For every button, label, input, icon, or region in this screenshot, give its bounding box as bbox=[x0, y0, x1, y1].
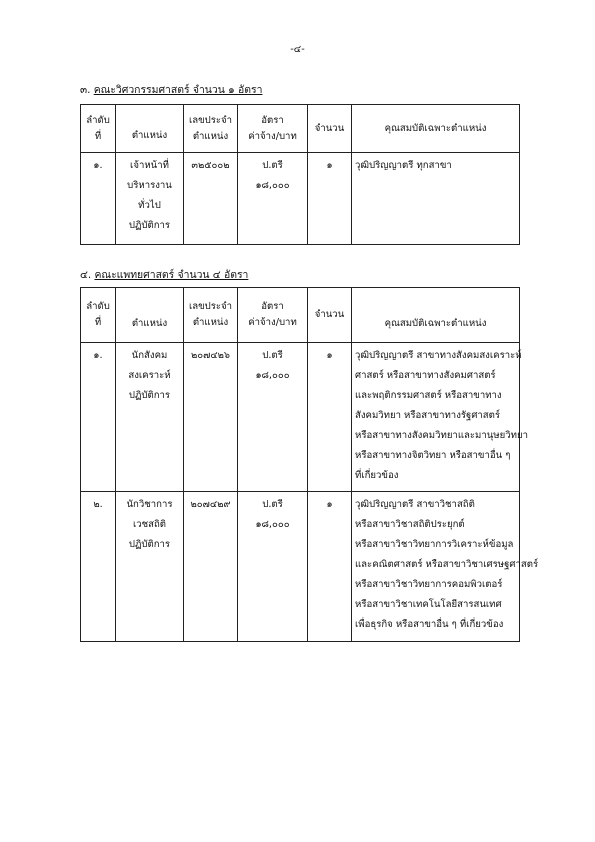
row-qualification: วุฒิปริญญาตรี สาขาวิชาสถิติ หรือสาขาวิชาสถิติประยุกต์ หรือสาขาวิชาวิทยาการวิเคราะห์ข้อมูล และคณิตศาสตร์ หรือสาขาวิชาเศรษฐศาสตร์ หรือสาขาวิชาวิทยาการคอมพิวเตอร์ หรือสาขาวิชาเทคโนโลยีสารสนเทศ เพื่อธุรกิจ หรือสาขาอื่น ๆ ที่เกี่ยวข้อง bbox=[352, 492, 520, 642]
header-no: ลำดับ ที่ bbox=[81, 105, 116, 153]
table-row bbox=[81, 153, 520, 245]
row-no: ๒. bbox=[81, 492, 116, 642]
row-qualification: วุฒิปริญญาตรี สาขาทางสังคมสงเคราะห์ ศาสตร์ หรือสาขาทางสังคมศาสตร์ และพฤติกรรมศาสตร์ หรือสาขาทาง สังคมวิทยา หรือสาขาทางรัฐศาสตร์ หรือสาขาทางสังคมวิทยาและมานุษยวิทยา หรือสาขาทางจิตวิทยา หรือสาขาอื่น ๆ ที่เกี่ยวข้อง bbox=[352, 343, 520, 492]
row-rate: ป.ตรี ๑๘,๐๐๐ bbox=[238, 153, 308, 245]
row-code: ๒๐๗๔๒๙ bbox=[184, 492, 238, 642]
row-qualification: วุฒิปริญญาตรี ทุกสาขา bbox=[352, 153, 520, 245]
header-count: จำนวน bbox=[308, 105, 352, 153]
section-number: ๓. bbox=[80, 84, 91, 96]
row-count: ๑ bbox=[308, 343, 352, 492]
row-no: ๑. bbox=[81, 153, 116, 245]
section-title-medicine bbox=[80, 266, 248, 283]
header-position: ตำแหน่ง bbox=[116, 105, 184, 153]
row-rate: ป.ตรี ๑๘,๐๐๐ bbox=[238, 343, 308, 492]
row-no: ๑. bbox=[81, 343, 116, 492]
page-number: -๔- bbox=[290, 44, 305, 55]
header-no: ลำดับ ที่ bbox=[81, 288, 116, 343]
table-header-row bbox=[81, 288, 520, 343]
section-number: ๔. bbox=[80, 269, 92, 281]
section-heading: คณะแพทยศาสตร์ จำนวน ๔ อัตรา bbox=[94, 269, 249, 281]
header-rate: อัตรา ค่าจ้าง/บาท bbox=[238, 288, 308, 343]
header-count: จำนวน bbox=[308, 288, 352, 343]
table-row bbox=[81, 343, 520, 492]
row-position: เจ้าหน้าที่ บริหารงาน ทั่วไป ปฏิบัติการ bbox=[116, 153, 184, 245]
header-code: เลขประจำ ตำแหน่ง bbox=[184, 288, 238, 343]
row-count: ๑ bbox=[308, 153, 352, 245]
header-code: เลขประจำ ตำแหน่ง bbox=[184, 105, 238, 153]
header-qualification: คุณสมบัติเฉพาะตำแหน่ง bbox=[352, 288, 520, 343]
table-header-row bbox=[81, 105, 520, 153]
section-title-engineering bbox=[80, 81, 262, 98]
row-position: นักวิชาการ เวชสถิติ ปฏิบัติการ bbox=[116, 492, 184, 642]
table-row bbox=[81, 492, 520, 642]
header-position: ตำแหน่ง bbox=[116, 288, 184, 343]
header-qualification: คุณสมบัติเฉพาะตำแหน่ง bbox=[352, 105, 520, 153]
row-count: ๑ bbox=[308, 492, 352, 642]
engineering-position-table bbox=[80, 104, 520, 245]
section-heading: คณะวิศวกรรมศาสตร์ จำนวน ๑ อัตรา bbox=[93, 84, 263, 96]
row-code: ๓๒๕๐๐๒ bbox=[184, 153, 238, 245]
header-rate: อัตรา ค่าจ้าง/บาท bbox=[238, 105, 308, 153]
row-rate: ป.ตรี ๑๘,๐๐๐ bbox=[238, 492, 308, 642]
row-code: ๒๐๗๔๒๖ bbox=[184, 343, 238, 492]
row-position: นักสังคม สงเคราะห์ ปฏิบัติการ bbox=[116, 343, 184, 492]
medicine-position-table bbox=[80, 287, 539, 642]
